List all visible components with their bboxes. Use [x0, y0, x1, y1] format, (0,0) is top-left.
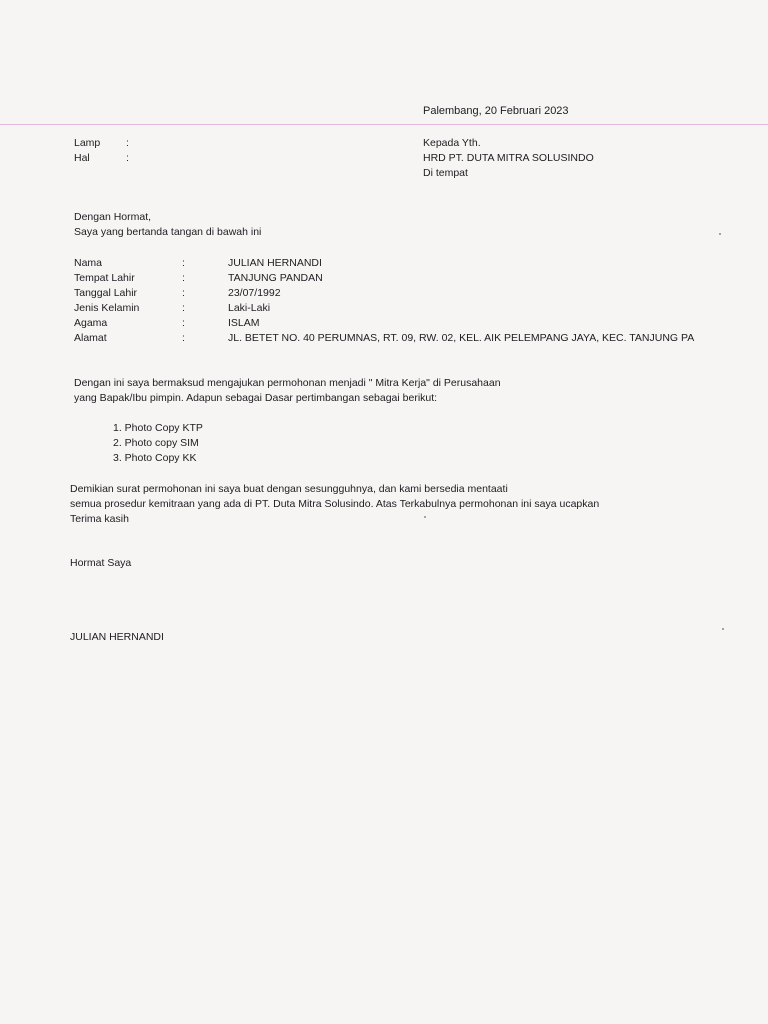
recipient-company: HRD PT. DUTA MITRA SOLUSINDO [423, 152, 594, 164]
closing-paragraph [70, 482, 599, 527]
identity-separator: : [182, 317, 185, 329]
recipient-line: Kepada Yth. [423, 137, 481, 149]
paragraph-line: semua prosedur kemitraan yang ada di PT. Duta Mitra Solusindo. Atas Terkabulnya permohonan ini saya ucapkan [70, 498, 600, 510]
attachment-list [113, 421, 203, 466]
attachment-item: 2. Photo copy SIM [113, 437, 199, 449]
place-date: Palembang, 20 Februari 2023 [423, 105, 569, 117]
reference-row-lamp [74, 136, 129, 151]
identity-row [74, 271, 694, 286]
identity-value: ISLAM [228, 317, 260, 329]
reference-block [74, 136, 129, 166]
identity-separator: : [182, 257, 185, 269]
identity-row [74, 316, 694, 331]
request-paragraph [74, 376, 501, 406]
identity-separator: : [182, 272, 185, 284]
identity-label: Tempat Lahir [74, 272, 135, 284]
recipient-block [423, 136, 594, 181]
identity-row [74, 301, 694, 316]
identity-value: TANJUNG PANDAN [228, 272, 323, 284]
identity-row [74, 286, 694, 301]
greeting: Dengan Hormat, [74, 211, 152, 223]
reference-label: Hal [74, 152, 90, 164]
identity-label: Jenis Kelamin [74, 302, 140, 314]
reference-separator: : [126, 137, 129, 149]
paragraph-line: yang Bapak/Ibu pimpin. Adapun sebagai Dasar pertimbangan sebagai berikut: [74, 392, 438, 404]
closing-salutation: Hormat Saya [70, 557, 132, 569]
identity-separator: : [182, 302, 185, 314]
scan-speck [722, 628, 724, 630]
identity-label: Nama [74, 257, 103, 269]
paragraph-line: Dengan ini saya bermaksud mengajukan permohonan menjadi " Mitra Kerja" di Perusahaan [74, 377, 501, 389]
paragraph-line: Terima kasih [70, 513, 129, 525]
identity-separator: : [182, 332, 185, 344]
reference-label: Lamp [74, 137, 101, 149]
reference-row-hal [74, 151, 129, 166]
identity-value: JULIAN HERNANDI [228, 257, 322, 269]
identity-label: Alamat [74, 332, 107, 344]
identity-row [74, 331, 694, 346]
intro-text: Saya yang bertanda tangan di bawah ini [74, 226, 262, 238]
paragraph-line: Demikian surat permohonan ini saya buat dengan sesungguhnya, dan kami bersedia mentaati [70, 483, 508, 495]
signer-name: JULIAN HERNANDI [70, 631, 164, 643]
identity-row [74, 256, 694, 271]
identity-separator: : [182, 287, 185, 299]
scan-speck [424, 516, 426, 518]
scan-speck [719, 233, 721, 235]
identity-value: JL. BETET NO. 40 PERUMNAS, RT. 09, RW. 02, KEL. AIK PELEMPANG JAYA, KEC. TANJUNG PA [228, 332, 695, 344]
identity-value: Laki-Laki [228, 302, 271, 314]
opening-block [74, 210, 261, 240]
recipient-line: Di tempat [423, 167, 468, 179]
identity-label: Agama [74, 317, 108, 329]
header-rule [0, 124, 768, 125]
identity-table [74, 256, 694, 346]
identity-value: 23/07/1992 [228, 287, 281, 299]
reference-separator: : [126, 152, 129, 164]
attachment-item: 1. Photo Copy KTP [113, 422, 203, 434]
attachment-item: 3. Photo Copy KK [113, 452, 197, 464]
identity-label: Tanggal Lahir [74, 287, 138, 299]
